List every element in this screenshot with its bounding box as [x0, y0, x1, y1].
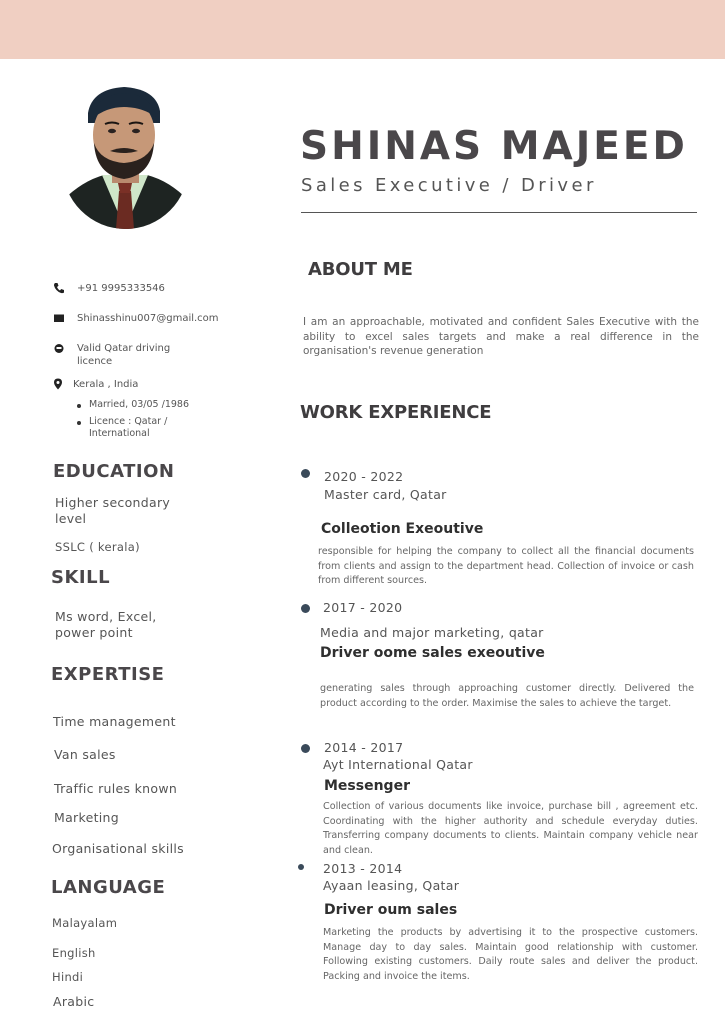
- language-heading: LANGUAGE: [51, 877, 166, 898]
- expertise-item: Organisational skills: [52, 841, 184, 856]
- work-company: Master card, Qatar: [324, 487, 447, 502]
- list-item: Licence : Qatar / International: [77, 416, 187, 440]
- candidate-role: Sales Executive / Driver: [301, 175, 597, 196]
- work-description: Collection of various documents like invoice, purchase bill , agreement etc. Coordinating with the higher authority and schedule everyday duties. Transferring company documents to clients. Maintain company vehicle near and clean.: [323, 801, 698, 856]
- header-band: [0, 0, 725, 59]
- work-company: Ayt International Qatar: [323, 757, 473, 772]
- work-title: Messenger: [324, 778, 410, 794]
- contact-licence: [53, 342, 193, 368]
- header-divider: [301, 212, 697, 213]
- work-description: Marketing the products by advertising it to the prospective customers. Manage day to day sales. Maintain good relationship with customer. Following existing customers. Daily route sales and deliver the product. Packing and invoice the items.: [323, 927, 698, 982]
- licence-text: Valid Qatar driving licence: [77, 343, 171, 367]
- personal-details-list: [77, 399, 189, 445]
- phone-icon: [53, 282, 67, 294]
- work-description: responsible for helping the company to collect all the financial documents from clients and assign to the department head. Collection of invoice or cash from different sources.: [318, 546, 694, 586]
- education-item: SSLC ( kerala): [55, 540, 140, 554]
- about-text: I am an approachable, motivated and confident Sales Executive with the ability to excel sales targets and make a real difference in the organisation's revenue generation: [303, 316, 699, 357]
- timeline-dot: [301, 469, 310, 478]
- work-date: 2017 - 2020: [323, 600, 403, 615]
- work-date: 2014 - 2017: [324, 740, 404, 755]
- language-item: English: [52, 946, 96, 960]
- expertise-item: Time management: [53, 714, 176, 729]
- skill-heading: SKILL: [51, 567, 111, 588]
- work-date: 2013 - 2014: [323, 861, 403, 876]
- work-title: Driver oum sales: [324, 902, 458, 918]
- timeline-dot: [301, 604, 310, 613]
- profile-photo: [62, 83, 189, 229]
- work-date: 2020 - 2022: [324, 469, 404, 484]
- work-company: Media and major marketing, qatar: [320, 625, 544, 640]
- expertise-item: Traffic rules known: [54, 781, 178, 796]
- email-text: Shinasshinu007@gmail.com: [77, 313, 219, 324]
- skill-item: Ms word, Excel, power point: [55, 609, 157, 640]
- expertise-heading: EXPERTISE: [51, 664, 165, 685]
- contact-phone: [53, 282, 165, 295]
- language-item: Hindi: [52, 970, 84, 984]
- language-item: Malayalam: [52, 916, 118, 930]
- location-text: Kerala , India: [73, 379, 139, 390]
- location-pin-icon: [53, 378, 63, 390]
- candidate-name: SHINAS MAJEED: [300, 124, 688, 169]
- timeline-dot: [298, 864, 304, 870]
- expertise-item: Marketing: [54, 810, 119, 825]
- education-item: Higher secondary level: [55, 495, 171, 526]
- work-description: generating sales through approaching customer directly. Delivered the product according to the order. Maximise the sales to achieve the target.: [320, 683, 694, 709]
- email-icon: [53, 312, 67, 324]
- phone-text: +91 9995333546: [77, 283, 165, 294]
- contact-location: [53, 378, 138, 391]
- about-heading: ABOUT ME: [308, 259, 413, 280]
- language-item: Arabic: [53, 994, 95, 1009]
- expertise-item: Van sales: [54, 747, 116, 762]
- work-title: Colleotion Exeoutive: [321, 521, 484, 537]
- work-company: Ayaan leasing, Qatar: [323, 878, 460, 893]
- list-item: Married, 03/05 /1986: [77, 399, 189, 411]
- education-heading: EDUCATION: [53, 461, 175, 482]
- work-title: Driver oome sales exeoutive: [320, 645, 545, 661]
- timeline-dot: [301, 744, 310, 753]
- work-heading: WORK EXPERIENCE: [300, 402, 492, 423]
- car-icon: [53, 342, 67, 354]
- contact-email: [53, 312, 219, 325]
